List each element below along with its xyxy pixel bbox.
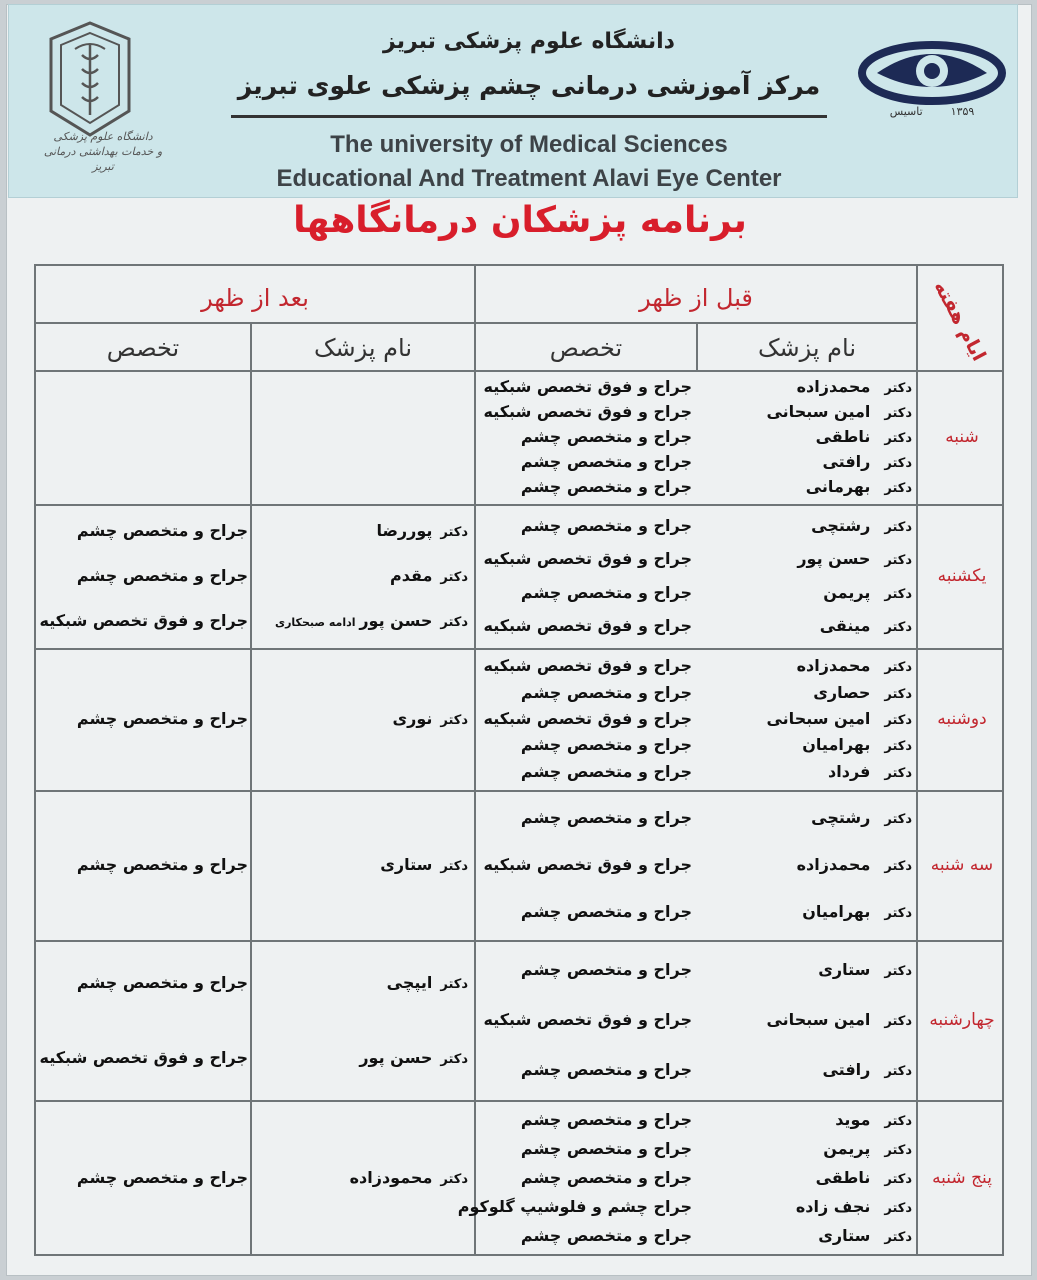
doctor-title: دکتر xyxy=(884,859,912,874)
doctor-title: دکتر xyxy=(884,1172,912,1187)
doctor-title: دکتر xyxy=(884,381,912,397)
doctor-title: دکتر xyxy=(884,686,912,702)
afternoon-specialty: جراح و متخصص چشم xyxy=(76,855,248,874)
morning-doctor-name xyxy=(700,1060,912,1079)
doctor-name: فرداد xyxy=(828,761,871,781)
doctor-title: دکتر xyxy=(440,976,468,992)
doctor-name: رشتچی xyxy=(811,515,871,535)
afternoon-specialty: جراح و متخصص چشم xyxy=(76,521,248,541)
afternoon-doctor-name xyxy=(254,566,468,585)
day-label: دوشنبه xyxy=(937,709,987,729)
doctor-name: ستاری xyxy=(818,960,871,979)
morning-specialty: جراح و فوق تخصص شبکیه xyxy=(483,549,692,569)
morning-specialty: جراح و متخصص چشم xyxy=(520,808,692,828)
doctor-name: پریمن xyxy=(823,1138,871,1158)
doctor-name: ستاری xyxy=(380,855,433,874)
afternoon-doctor-name xyxy=(254,611,468,630)
morning-specialty: جراح و فوق تخصص شبکیه xyxy=(483,1010,692,1029)
doctor-name: امین سبحانی xyxy=(766,709,871,728)
doctor-name: حسن پور xyxy=(797,549,871,569)
morning-doctor-name xyxy=(700,709,912,728)
doctor-title: دکتر xyxy=(440,859,468,874)
doctor-name: پوررضا xyxy=(376,521,433,541)
morning-doctor-name xyxy=(700,1168,912,1187)
afternoon-doctor-name xyxy=(254,855,468,874)
doctor-name: محمدزاده xyxy=(796,656,871,676)
table-divider xyxy=(474,264,476,1256)
afternoon-specialty: جراح و متخصص چشم xyxy=(76,709,248,728)
morning-doctor-name xyxy=(700,808,912,827)
morning-specialty: جراح و متخصص چشم xyxy=(520,960,692,979)
morning-specialty: جراح و متخصص چشم xyxy=(520,1226,692,1246)
morning-header: قبل از ظهر xyxy=(639,284,753,312)
doctor-name: محمدزاده xyxy=(796,377,871,397)
center-name-en: Educational And Treatment Alavi Eye Center xyxy=(276,165,782,192)
morning-doctor-name xyxy=(700,427,912,446)
doctor-title: دکتر xyxy=(440,570,468,585)
morning-specialty: جراح و فوق تخصص شبکیه xyxy=(483,855,692,874)
doctor-title: دکتر xyxy=(884,739,912,755)
doctor-title: دکتر xyxy=(884,1064,912,1079)
morning-specialty: جراح و متخصص چشم xyxy=(520,682,692,702)
morning-specialty: جراح و متخصص چشم xyxy=(520,451,692,471)
morning-doctor-name xyxy=(700,1010,912,1029)
university-name-en: The university of Medical Sciences xyxy=(330,131,728,158)
day-label: پنج شنبه xyxy=(932,1168,992,1188)
morning-doctor-name xyxy=(700,656,912,675)
morning-specialty-header: تخصص xyxy=(549,334,623,362)
morning-specialty: جراح و متخصص چشم xyxy=(520,476,692,496)
doctor-title: دکتر xyxy=(440,1172,468,1187)
afternoon-specialty: جراح و فوق تخصص شبکیه xyxy=(39,610,248,630)
morning-doctor-name xyxy=(700,1197,912,1216)
morning-specialty: جراح و متخصص چشم xyxy=(520,1060,692,1079)
afternoon-header: بعد از ظهر xyxy=(201,284,309,312)
doctor-name: محمودزاده xyxy=(349,1168,433,1187)
doctor-name: حصاری xyxy=(813,682,871,702)
morning-specialty: جراح و متخصص چشم xyxy=(520,761,692,781)
header-divider xyxy=(231,115,827,118)
doctor-title: دکتر xyxy=(884,406,912,422)
doctor-title: دکتر xyxy=(884,713,912,728)
doctor-title: دکتر xyxy=(884,765,912,781)
center-name-fa: مرکز آموزشی درمانی چشم پزشکی علوی تبریز xyxy=(237,71,821,100)
doctor-name: موید xyxy=(835,1109,871,1129)
day-label: سه شنبه xyxy=(930,855,994,875)
university-logo-icon xyxy=(47,19,133,141)
morning-specialty: جراح و متخصص چشم xyxy=(520,1168,692,1187)
afternoon-doctor-name xyxy=(254,709,468,728)
table-divider xyxy=(34,322,916,324)
doctor-name: رافتی xyxy=(822,451,871,471)
doctor-title: دکتر xyxy=(884,812,912,828)
morning-doctor-name xyxy=(700,516,912,535)
morning-doctor-name xyxy=(700,377,912,396)
afternoon-specialty: جراح و متخصص چشم xyxy=(76,566,248,585)
morning-doctor-name xyxy=(700,1110,912,1129)
doctor-title: دکتر xyxy=(884,519,912,535)
morning-doctor-name xyxy=(700,683,912,702)
doctor-name: حسن پور xyxy=(359,610,433,630)
doctor-title: دکتر xyxy=(884,586,912,602)
morning-doctor-name xyxy=(700,762,912,781)
days-column-header: ایام هفته xyxy=(929,277,991,365)
morning-specialty: جراح و متخصص چشم xyxy=(520,901,692,921)
doctor-name: ایپچی xyxy=(386,972,433,992)
doctor-title: دکتر xyxy=(440,1051,468,1067)
morning-doctor-name xyxy=(700,583,912,602)
morning-doctor-name xyxy=(700,1139,912,1158)
afternoon-doctor-name xyxy=(254,521,468,540)
doctor-name: ستاری xyxy=(818,1226,871,1246)
doctor-title: دکتر xyxy=(884,964,912,979)
afternoon-doctor-name xyxy=(254,973,468,992)
afternoon-specialty-header: تخصص xyxy=(106,334,180,362)
afternoon-doctor-header: نام پزشک xyxy=(314,334,412,362)
afternoon-specialty: جراح و متخصص چشم xyxy=(76,972,248,992)
morning-specialty: جراح چشم و فلوشیپ گلوکوم xyxy=(457,1197,692,1217)
table-divider xyxy=(34,1100,1004,1102)
header-banner xyxy=(8,4,1018,198)
morning-doctor-name xyxy=(700,735,912,754)
doctor-title: دکتر xyxy=(440,614,468,630)
table-divider xyxy=(34,940,1004,942)
morning-doctor-name xyxy=(700,477,912,496)
morning-specialty: جراح و متخصص چشم xyxy=(520,427,692,446)
doctor-name: بهرمانی xyxy=(805,476,871,496)
university-logo-caption: دانشگاه علوم پزشکی و خدمات بهداشتی درمانی تبریز xyxy=(43,130,163,173)
doctor-title: دکتر xyxy=(440,525,468,541)
doctor-title: دکتر xyxy=(884,620,912,636)
university-name-fa: دانشگاه علوم پزشکی تبریز xyxy=(383,29,675,54)
morning-doctor-name xyxy=(700,960,912,979)
afternoon-specialty: جراح و فوق تخصص شبکیه xyxy=(39,1047,248,1067)
morning-specialty: جراح و متخصص چشم xyxy=(520,582,692,602)
doctor-name: مقدم xyxy=(389,566,433,585)
doctor-title: دکتر xyxy=(884,1201,912,1217)
morning-doctor-name xyxy=(700,902,912,921)
doctor-title: دکتر xyxy=(884,431,912,446)
doctor-title: دکتر xyxy=(884,553,912,569)
doctor-title: دکتر xyxy=(884,1230,912,1246)
doctor-name: امین سبحانی xyxy=(766,1010,871,1029)
morning-doctor-name xyxy=(700,855,912,874)
doctor-title: دکتر xyxy=(884,1142,912,1158)
doctor-title: دکتر xyxy=(884,1014,912,1029)
table-divider xyxy=(34,790,1004,792)
morning-specialty: جراح و فوق تخصص شبکیه xyxy=(483,709,692,728)
doctor-name: حسن پور xyxy=(359,1047,433,1067)
doctor-name: بهرامیان xyxy=(802,901,871,921)
doctor-name: مینقی xyxy=(819,616,871,636)
doctor-title: دکتر xyxy=(884,480,912,496)
morning-specialty: جراح و فوق تخصص شبکیه xyxy=(483,402,692,422)
doctor-name: ناطقی xyxy=(815,427,871,446)
doctor-name: رشتچی xyxy=(811,808,871,828)
doctor-title: دکتر xyxy=(884,660,912,676)
page-title: برنامه پزشکان درمانگاهها xyxy=(293,200,747,241)
doctor-title: دکتر xyxy=(884,455,912,471)
day-label: شنبه xyxy=(945,427,979,447)
morning-specialty: جراح و فوق تخصص شبکیه xyxy=(483,656,692,676)
morning-specialty: جراح و فوق تخصص شبکیه xyxy=(483,377,692,397)
morning-specialty: جراح و متخصص چشم xyxy=(520,735,692,755)
doctor-name: نجف زاده xyxy=(795,1197,871,1217)
doctor-name: رافتی xyxy=(822,1060,871,1079)
doctor-note: ادامه صبحکاری xyxy=(275,615,360,629)
morning-specialty: جراح و فوق تخصص شبکیه xyxy=(483,616,692,636)
doctor-name: نوری xyxy=(392,709,433,728)
doctor-name: پریمن xyxy=(823,582,871,602)
doctor-title: دکتر xyxy=(884,1113,912,1129)
doctor-name: امین سبحانی xyxy=(766,402,871,422)
morning-doctor-name xyxy=(700,549,912,568)
table-divider xyxy=(34,648,1004,650)
morning-doctor-header: نام پزشک xyxy=(758,334,856,362)
table-divider xyxy=(34,370,1004,372)
doctor-title: دکتر xyxy=(440,713,468,728)
morning-specialty: جراح و متخصص چشم xyxy=(520,515,692,535)
afternoon-specialty: جراح و متخصص چشم xyxy=(76,1168,248,1187)
table-divider xyxy=(916,264,918,1256)
afternoon-doctor-name xyxy=(254,1048,468,1067)
morning-doctor-name xyxy=(700,1226,912,1245)
doctor-name: بهرامیان xyxy=(802,735,871,755)
eye-center-logo-caption: ۱۳۵۹ تاسیس xyxy=(889,105,975,118)
doctor-name: محمدزاده xyxy=(796,855,871,874)
doctor-title: دکتر xyxy=(884,905,912,921)
morning-specialty: جراح و متخصص چشم xyxy=(520,1109,692,1129)
morning-doctor-name xyxy=(700,402,912,421)
day-label: یکشنبه xyxy=(937,566,987,586)
day-label: چهارشنبه xyxy=(929,1010,995,1030)
doctor-name: ناطقی xyxy=(815,1168,871,1187)
morning-specialty: جراح و متخصص چشم xyxy=(520,1138,692,1158)
morning-doctor-name xyxy=(700,452,912,471)
morning-doctor-name xyxy=(700,616,912,635)
table-divider xyxy=(34,504,1004,506)
afternoon-doctor-name xyxy=(254,1168,468,1187)
